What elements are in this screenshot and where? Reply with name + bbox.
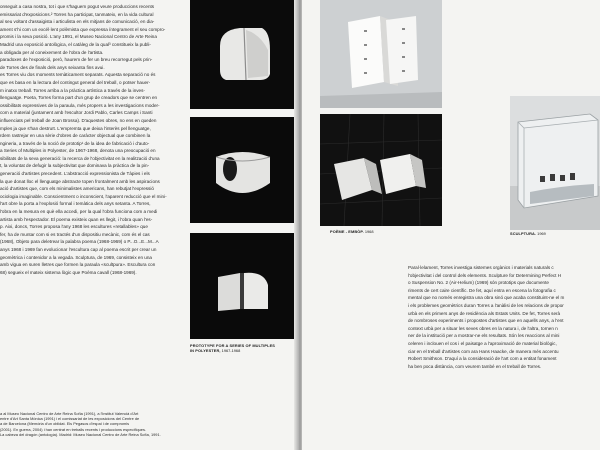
caption-poeme <box>330 230 374 235</box>
left-page <box>0 0 298 450</box>
caption-prototype-year: 1967-1968 <box>221 347 241 353</box>
body-line: ha ben poca distància, com veurem també en el treball de Torres. <box>408 363 542 369</box>
body-line: ociologia imaginable. Conscientment o inconscient, l'aparent reducció que el mini- <box>0 193 167 199</box>
caption-poeme-year: 1968 <box>364 229 374 234</box>
body-line: Paral·lelament, Torres investiga sistemes orgànics i materials naturals c <box>408 265 554 270</box>
prototype-photo-1 <box>190 0 294 109</box>
body-line: amb vigua en suren lletres que formen la paraula «scultpura». Escultura con <box>0 262 156 268</box>
body-line: ner de la institució per a mostrar-ne els resultats. Són les reaccions al mini <box>408 333 560 339</box>
caption-prototype-title: PROTOTYPE FOR A SERIES OF MULTIPLES <box>190 343 275 348</box>
body-line: ngineria, a través de la noció de prototip¹ de la idea de fabricació i d'auto- <box>0 140 150 146</box>
body-line: com a material (juntament amb l'escultor Jordi Pablo, Carles Camps i Santi <box>0 110 153 116</box>
body-line: rdem rastrejar en una sèrie d'obres de caràcter objectual que combinen la <box>0 133 151 139</box>
body-line: l'obra en la mesura en què ella accedi, per la qual l'obra funciona com a medi <box>0 209 158 215</box>
body-line: llenguatge. Poeta, Torres forma part d'un grup de creadors que se centren en <box>0 95 158 101</box>
body-line: Robert Smithson. D'aquí a la consideració de l'art com a entitat fonament <box>408 356 557 362</box>
body-line: Madrid una exposició antològica, el catàleg de la qual³ constitueix la publi- <box>0 41 151 47</box>
body-line: t, la voluntat de defugir la subjectivitat que dominava la pràctica de la pin- <box>0 163 150 169</box>
body-line: ament s'hi com un excél·lent polèmista que expressa íntegrament el seu compro- <box>0 26 166 32</box>
footnote-line: a de Barcelona (Memòria d'un oblidat. Els Pegasos d'espai i de compromis <box>0 421 130 427</box>
body-line: riments de cert caire científic. De fet, aquí entra en escena la fotografia c <box>408 287 556 293</box>
caption-prototype <box>190 344 294 354</box>
body-line: o Suspension No. 2 (Air-Helium) (1969) són prototips que documente <box>408 280 549 286</box>
body-line: geomètrica i contenidor a la vegada. Sculptura, de 1969, consisteix en una <box>0 254 152 260</box>
sculptura-photo <box>510 96 600 230</box>
body-line: a obligada per al coneixement de l'obra de l'artista. <box>0 49 104 55</box>
poeme-photo-closed <box>320 0 442 108</box>
body-line: es Torres viu dos moments temàticament separats. Aquesta separació no és <box>0 72 156 78</box>
footnote-line: a al Museo Nacional Centro de Arte Reina Sofía (1991), a l'Institut Valencià d'Art <box>0 411 139 416</box>
body-line: a Series of Multiples in Polyester, de 1967-1968, denota una preocupació en <box>0 148 156 154</box>
body-line: anys 1968 i 1969 fan evolucionar l'escultura cap al poema escrit per crear un <box>0 247 157 252</box>
body-line: i els problemes geomètrics duran Torres a l'anàlisi de les relacions de propor <box>408 302 564 308</box>
body-line: l'art obre la porta a l'explosió formal i temàtica dels anys setanta. A Torres, <box>0 201 151 207</box>
body-line: la que donat lloc el llenguatge abstracte topen frontalment amb les aspiracions <box>0 178 160 184</box>
body-line: celeren i inclouen el cos i el paisatge a l'aproximació de material biològic, <box>408 340 557 346</box>
body-line: p. Aixi, doncs, Torres proposa l'any 1968 les escultures «retallables» que <box>0 224 148 230</box>
prototype-photo-3 <box>190 233 294 339</box>
body-line: ossibilitats expressives de la paraula, més propers a les investigacions moder- <box>0 102 160 108</box>
body-line: al seu voltant d'assaigista i articulista en els mitjans de comunicació, en dia- <box>0 19 155 25</box>
body-line: paradoxes de l'exposició, però, haurem de fer un breu recorregut pels prin- <box>0 57 153 63</box>
body-line: sibilitats de la seva generació: la recerca de l'objectivitat en la realització d'una <box>0 155 160 161</box>
body-line: urbà en els primers anys de residència als Estats Units. De fet, Torres serà <box>408 310 561 316</box>
body-line: l'objectivitat i del control dels elements. Sculpture for Determining Perfect H <box>408 272 562 278</box>
caption-sculptura <box>510 232 546 237</box>
body-line: mples ja que s'han destruït. L'empremta que deixa l'interès pel llenguatge, <box>0 125 151 131</box>
prototype-photo-2 <box>190 117 294 223</box>
body-line: ació d'artistes que, com els minimalistes americans, han rebutjat l'expressió <box>0 186 154 192</box>
body-line: promis i la seva posició. L'any 1991, el Museo Nacional Centro de Arte Reina <box>0 34 157 40</box>
footnote-line: (2001). En guerra, 2004) i han centrat en treballs recents i produccions específiques. <box>0 426 146 432</box>
body-line: fer, ha de muntar com si es tractés d'un dispositiu mecànic, com és el cas <box>0 231 150 237</box>
body-line: de nombroses experiments i propostes d'artistes que en aquells anys, a l'ent <box>408 318 564 324</box>
body-line: que es basa en la lectura del contingut general del treball, o potser hauer- <box>0 79 151 85</box>
caption-prototype-title-2: IN POLYESTER, <box>190 347 221 353</box>
body-line: onseguit a casa nostra, tot i que s'haguem pogut veure produccions recents <box>0 4 155 9</box>
body-line: ciar en el treball d'artistes com ara Hans Haacke, de manera més accentu <box>408 348 559 354</box>
poeme-photo-open <box>320 114 442 226</box>
body-line: artista amb l'espectador. El poema existeix quan es llegit, i l'obra quan l'es- <box>0 216 153 222</box>
body-line: emissariat d'exposicions.² Torres ha participat, tanmateix, en la vida cultural <box>0 11 154 17</box>
caption-sculptura-title: SCULPTURA. <box>510 231 537 236</box>
body-line: influenciats pel treball de Joan Brossa). D'aquestes obres, no ens en queden <box>0 117 157 123</box>
body-line: m inatxx treball. Torres arriba a la pràctica artística a través de la inves- <box>0 87 145 93</box>
body-line: de Torres des de finals dels anys seixanta fins avui. <box>0 64 105 70</box>
body-line: mental que no només enregistra una obra sinó que acaba constituint-ne el m <box>408 295 565 301</box>
body-line: generació d'artistes precedent. L'abstracció expressionista de Tàpies i els <box>0 171 150 177</box>
caption-sculptura-year: 1969 <box>537 231 546 236</box>
body-line: context urbà per a situar les seves obres en la natura i, de l'altra, tornen n <box>408 325 558 331</box>
footnote-line: La cabeza del dragón (antología). Madrid: Museo Nacional Centro de Arte Reina Sofía, 1991. <box>0 431 161 437</box>
body-line: 68) segueix el mateix sistema lògic que Poèma cavall (1968-1969). <box>0 269 137 275</box>
body-line: (1968), Objeto para deletrear la palabra poema (1968-1969) o P...O...E...M...A <box>0 239 159 245</box>
left-body-text <box>0 3 183 276</box>
footnote-line: entre d'Art Santa Mònica (1991) i el comissariat de les exposicions del Centre de <box>0 416 140 422</box>
footnotes <box>0 411 183 437</box>
caption-poeme-title: POÈME - EMBÒP. <box>330 229 364 234</box>
right-body-text <box>408 264 600 370</box>
